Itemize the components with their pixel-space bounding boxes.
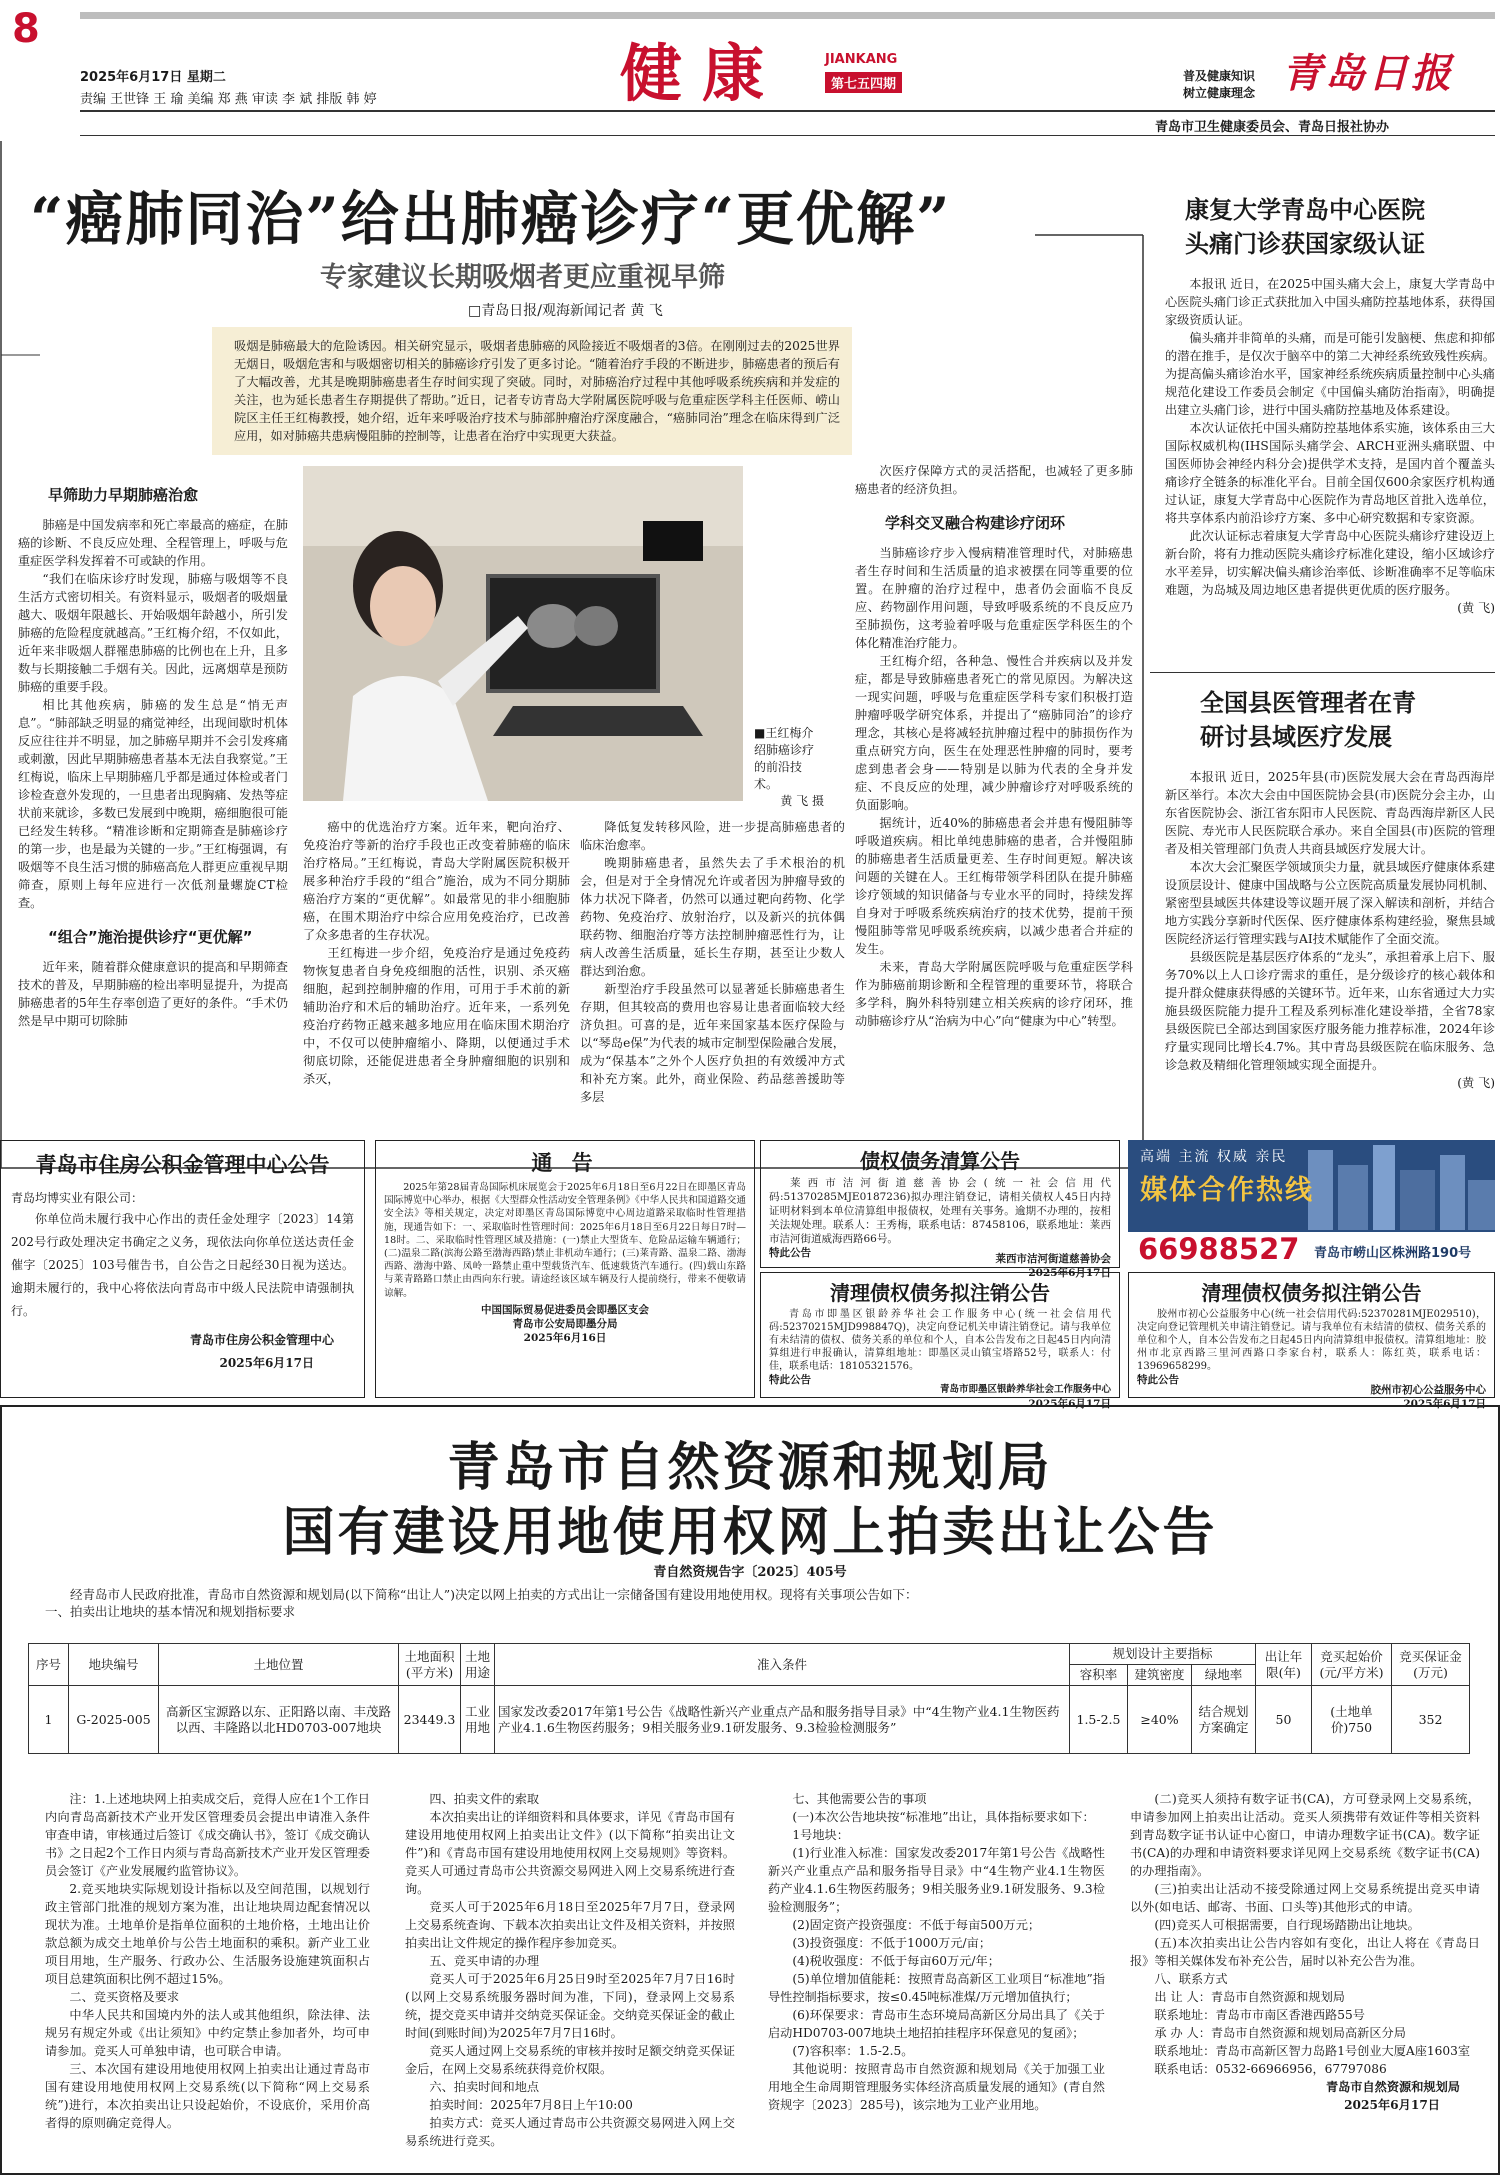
- table-row: 1 G-2025-005 高新区宝源路以东、正阳路以南、丰茂路以西、丰隆路以北HD0703-007地块 23449.3 工业用地 国家发改委2017年第1号公告《战略性新兴产业重点产品和服务指导目录》中“4生物产业4.1生物医药产业4.1.6生物医药服务；9相关服务业9.1研发服务、9.3检验检测服务” 1.5-2.5 ≥40% 结合规划方案确定 50 (土地单价)750 352: [29, 1686, 1470, 1754]
- slogan: 普及健康知识 树立健康理念: [1183, 69, 1256, 100]
- housing-fund-notice: 青岛市住房公积金管理中心公告 青岛均博实业有限公司： 你单位尚未履行我中心作出的责任金处理字〔2023〕14第202号行政处理决定书确定之义务，现依法向你单位送达责任金催字〔2025〕103号催告书，自公告之日起经30日视为送达。逾期未履行的，我中心将依法向青岛市中级人民法院申请强制执行。 青岛市住房公积金管理中心 2025年6月17日: [0, 1140, 365, 1398]
- main-column-2: 癌中的优选治疗方案。近年来，靶向治疗、免疫治疗等新的治疗手段也正改变着肺癌的临床治疗格局。”王红梅说，青岛大学附属医院积极开展多种治疗手段的“组合”施治，成为不同分期肺癌治疗方案的“更优解”。如最常见的非小细胞肺癌，在围术期治疗中综合应用免疫治疗，已改善了众多患者的生存状况。 王红梅进一步介绍，免疫治疗是通过免疫药物恢复患者自身免疫细胞的活性，识别、杀灭癌细胞，起到控制肿瘤的作用，可用于手术前的新辅助治疗和术后的辅助治疗。近年来，一系列免疫治疗药物正越来越多地应用在临床围术期治疗中，不仅可以使肿瘤缩小、降期，以便通过手术彻底切除，还能促进患者全身肿瘤细胞的识别和杀灭，: [303, 820, 570, 1086]
- photo-caption: ■王红梅介绍肺癌诊疗的前沿技术。 黄 飞 摄: [754, 726, 824, 808]
- traffic-notice: 通 告 2025年第28届青岛国际机床展览会于2025年6月18日至6月22日在即墨区青岛国际博览中心举办，根据《大型群众性活动安全管理条例》《中华人民共和国道路交通安全法》等相关规定，决定对即墨区青岛国际博览中心周边道路采取临时性管理措施，现通告如下：一、采取临时性管理时间：2025年6月18日至6月22日每日7时—18时。二、采取临时性管理区域及措施：(一)禁止大型货车、危险品运输车辆通行；(二)温泉二路(滨海公路至渤海西路)禁止非机动车通行；(三)莱青路、温泉二路、渤海西路、渤海中路、凤岭一路禁止重中型载货汽车、低速载货汽车通行。(四)载山东路与莱青路路口禁止由西向东行驶。请途经该区域车辆及行人提前绕行，带来不便敬请谅解。 中国国际贸易促进委员会即墨区支会 青岛市公安局即墨分局 2025年6月16日: [375, 1140, 755, 1398]
- cancellation-notice-jimo: 清理债权债务拟注销公告 青岛市即墨区银龄养华社会工作服务中心(统一社会信用代码:52370215MJD998847Q)，决定向登记机关申请注销登记。请与我单位有未结清的债权、债务关系的单位和个人，自本公告发布之日起45日内向清算组进行申报确认，清算组地址：即墨区灵山镇宝塔路52号，联系人：付佳，联系电话：18105321576。 特此公告 青岛市即墨区银龄养华社会工作服务中心 2025年6月17日: [760, 1272, 1120, 1398]
- county-hospital-story: 全国县医管理者在青 研讨县域医疗发展 本报讯 近日，2025年县(市)医院发展大会在青岛西海岸新区举行。本次大会由中国医院协会县(市)医院分会主办，山东省医院协会、浙江省东阳市人民医院、青岛西海岸新区人民医院、寿光市人民医院联合承办。来自全国县(市)医院的管理者及相关管理部门负责人共商县域医疗发展大计。 本次大会汇聚医学领域顶尖力量，就县域医疗健康体系建设顶层设计、健康中国战略与公立医院高质量发展协同机制、紧密型县域医共体建设等议题开展了深入解读和剖析，并结合地方实践分享新时代医保、医疗健康体系构建经验，聚焦县域医院经济运行管理实践与AI技术赋能作了全面交流。 县级医院是基层医疗体系的“龙头”，承担着承上启下、服务70%以上人口诊疗需求的重任，是分级诊疗的核心载体和提升群众健康获得感的关键环节。近年来，山东省通过大力实施县级医院能力提升工程及系列标准化建设举措，全省78家县级医院已全部达到国家医疗服务能力推荐标准，2024年诊疗量实现同比增长4.7%。其中青岛县级医院在临床服务、急诊急救及精细化管理领域实现全面提升。 (黄 飞): [1165, 688, 1495, 1090]
- staff-credits: 责编 王世锋 王 瑜 美编 郑 燕 审读 李 斌 排版 韩 婷: [80, 92, 377, 107]
- masthead-rule-2: [80, 135, 1495, 136]
- headache-clinic-headline: 康复大学青岛中心医院 头痛门诊获国家级认证: [1185, 195, 1425, 258]
- land-notice-column-1: 注：1.上述地块网上拍卖成交后，竞得人应在1个工作日内向青岛高新技术产业开发区管理委员会提出申请准入条件审查申请，审核通过后签订《成交确认书》，签订《成交确认书》之日起2个工作日内须与青岛高新技术产业开发区管理委员会签订《产业发展履约监管协议》。 2.竞买地块实际规划设计指标以及空间范围，以规划行政主管部门批准的规划方案为准，出让地块周边配套情况以现状为准。土地单价是指单位面积的土地价格，土地出让价款总额为成交土地单价与公告土地面积的乘积。新产业工业项目用地，生产服务、行政办公、生活服务设施建筑面积占项目总建筑面积比例不超过15%。 二、竞买资格及要求 中华人民共和国境内外的法人或其他组织，除法律、法规另有规定外或《出让须知》中约定禁止参加者外，均可申请参加。竞买人可单独申请，也可联合申请。 三、本次国有建设用地使用权网上拍卖出让通过青岛市国有建设用地使用权网上交易系统(以下简称“网上交易系统”)进行，本次拍卖出让只设起始价，不设底价，采用价高者得的原则确定竞得人。: [45, 1792, 370, 2130]
- page-number: 8: [12, 6, 40, 52]
- main-column-3: 降低复发转移风险，进一步提高肺癌患者的临床治愈率。 晚期肺癌患者，虽然失去了手术根治的机会，但是对于全身情况允许或者因为肿瘤导致的体力状况下降者，仍然可以通过靶向药物、化学药物、免疫治疗、放射治疗，以及新兴的抗体偶联药物、细胞治疗等方法控制肿瘤恶性行为，让病人改善生活质量，延长生存期，甚至让少数人群达到治愈。 新型治疗手段虽然可以显著延长肺癌患者生存期，但其较高的费用也容易让患者面临较大经济负担。可喜的是，近年来国家基本医疗保险与以“琴岛e保”为代表的城市定制型保险融合发展，成为“保基本”之外个人医疗负担的有效缓冲方式和补充方案。此外，商业保险、药品慈善援助等多层: [580, 820, 845, 1104]
- issue-date: 2025年6月17日 星期二: [80, 70, 226, 85]
- main-column-1: 早筛助力早期肺癌治愈 肺癌是中国发病率和死亡率最高的癌症，在肺癌的诊断、不良反应处理、全程管理上，呼吸与危重症医学科发挥着不可或缺的作用。 “我们在临床诊疗时发现，肺癌与吸烟等不良生活方式密切相关。有资料显示，吸烟者的吸烟量越大、吸烟年限越长、开始吸烟年龄越小，所引发肺癌的危险程度就越高。”王红梅介绍，不仅如此，近年来非吸烟人群罹患肺癌的比例也在上升，且多数与长期接触二手烟有关。因此，远离烟草是预防肺癌的重要手段。 相比其他疾病，肺癌的发生总是“悄无声息”。“肺部缺乏明显的痛觉神经，出现间歇时机体反应往往并不明显，加之肺癌早期并不会引发疼痛或刺激，因此早期肺癌患者基本无法自我察觉。”王红梅说，临床上早期肺癌几乎都是通过体检或者门诊检查意外发现的，一旦患者出现胸痛、发热等症状前来就诊，多数已发展到中晚期，癌细胞很可能已经发生转移。“精准诊断和定期筛查是肺癌诊疗的第一步，也是最为关键的一步。”王红梅强调，有吸烟等不良生活习惯的肺癌高危人群更应重视早期筛查，原则上每年应进行一次低剂量螺旋CT检查。 “组合”施治提供诊疗“更优解” 近年来，随着群众健康意识的提高和早期筛查技术的普及，早期肺癌的检出率明显提升，为提高肺癌患者的5年生存率创造了更好的条件。“手术仍然是早中期可切除肺: [18, 486, 288, 1028]
- crosshead-interdisciplinary: 学科交叉融合构建诊疗闭环: [885, 514, 1066, 532]
- land-notice-intro-2: 一、拍卖出让地块的基本情况和规划指标要求: [45, 1604, 296, 1619]
- land-notice-column-2: 四、拍卖文件的索取 本次拍卖出让的详细资料和具体要求，详见《青岛市国有建设用地使用权网上拍卖出让文件》(以下简称“拍卖出让文件”)和《青岛市国有建设用地使用权网上交易规则》等资料。竞买人可通过青岛市公共资源交易网进入网上交易系统进行查询。 竞买人可于2025年6月18日至2025年7月7日，登录网上交易系统查询、下载本次拍卖出让文件及相关资料，并按照拍卖出让文件规定的操作程序参加竞买。 五、竞买申请的办理 竞买人可于2025年6月25日9时至2025年7月7日16时(以网上交易系统服务器时间为准，下同)，登录网上交易系统，提交竞买申请并交纳竞买保证金。交纳竞买保证金的截止时间(到账时间)为2025年7月7日16时。 竞买人通过网上交易系统的审核并按时足额交纳竞买保证金后，在网上交易系统获得竞价权限。 六、拍卖时间和地点 拍卖时间：2025年7月8日上午10:00 拍卖方式：竞买人通过青岛市公共资源交易网进入网上交易系统进行竞买。: [405, 1792, 735, 2148]
- cancellation-notice-jiaozhou: 清理债权债务拟注销公告 胶州市初心公益服务中心(统一社会信用代码:52370281MJE029510)，决定向登记管理机关申请注销登记。请与我单位有未结清的债权、债务关系的单位和个人，自本公告发布之日起45日内向清算组申报债权。清算组地址：胶州市北京西路三里河西路口李家台村，联系人：陈红英，联系电话：13969658299。 特此公告 胶州市初心公益服务中心 2025年6月17日: [1128, 1272, 1495, 1398]
- media-cooperation-ad: [1128, 1140, 1495, 1268]
- main-subhead: 专家建议长期吸烟者更应重视早筛: [320, 262, 725, 293]
- section-pinyin: JIANKANG: [825, 52, 898, 67]
- crosshead-combination-therapy: “组合”施治提供诊疗“更优解”: [48, 928, 253, 946]
- crosshead-early-screening: 早筛助力早期肺癌治愈: [48, 486, 199, 504]
- right-divider: [1150, 672, 1495, 673]
- masthead-bar: [80, 12, 1495, 19]
- land-notice-title-2: 国有建设用地使用权网上拍卖出让公告: [282, 1502, 1218, 1563]
- land-parcel-table: 序号 地块编号 土地位置 土地面积(平方米) 土地用途 准入条件 规划设计主要指标 出让年限(年) 竞买起始价(元/平方米) 竞买保证金(万元) 容积率 建筑密度 绿地率 1 G-2025-005 高新区宝源路以东、正阳路以南、丰茂路以西、丰隆路以北HD0703-007地块 23449.3 工业用地 国家发改委2017年第1号公告《战略性新兴产业重点产品和服务指导目录》中“4生物产业4.1生物医药产业4.1.6生物医药服务；9相关服务业9.1研发服务、9.3检验检测服务” 1.5-2.5 ≥40% 结合规划方案确定 50 (土地单价)750 352: [28, 1643, 1470, 1754]
- land-notice-title-1: 青岛市自然资源和规划局: [447, 1437, 1053, 1498]
- land-notice-intro: 经青岛市人民政府批准，青岛市自然资源和规划局(以下简称“出让人”)决定以网上拍卖的方式出让一宗储备国有建设用地使用权。现将有关事项公告如下：: [70, 1587, 918, 1602]
- ad-phone: 66988527: [1138, 1232, 1300, 1266]
- masthead-rule: [80, 110, 1495, 112]
- newspaper-logo: 青岛日报: [1282, 50, 1454, 97]
- county-hospital-headline: 全国县医管理者在青 研讨县域医疗发展: [1200, 688, 1416, 751]
- section-title: 健康: [620, 37, 785, 110]
- main-byline: □青岛日报/观海新闻记者 黄 飞: [468, 303, 663, 319]
- debt-clearing-notice: 债权债务清算公告 莱西市洁河街道慈善协会(统一社会信用代码:51370285MJE0187236)拟办理注销登记，请相关债权人45日内持证明材料到本单位清算组申报债权，处理有关事务。逾期不办理的，按相关法规处理。联系人：王秀梅，联系电话：87458106，联系地址：莱西市洁河街道威海西路66号。 特此公告 莱西市洁河街道慈善协会 2025年6月17日: [760, 1140, 1120, 1268]
- ad-address: 青岛市崂山区株洲路190号: [1314, 1246, 1472, 1261]
- sponsor-line: 青岛市卫生健康委员会、青岛日报社协办: [1155, 120, 1390, 135]
- doctor-photo: [303, 466, 743, 801]
- land-notice-doc-no: 青自然资规告字〔2025〕405号: [653, 1565, 847, 1580]
- land-notice-column-4: (二)竞买人须持有数字证书(CA)，方可登录网上交易系统，申请参加网上拍卖出让活动。竞买人须携带有效证件等相关资料到青岛数字证书认证中心窗口，申请办理数字证书(CA)。数字证书(CA)的办理和申请资料要求详见网上交易系统《数字证书(CA)的办理指南》。 (三)拍卖出让活动不接受除通过网上交易系统提出竞买申请以外(如电话、邮寄、书面、口头等)其他形式的申请。 (四)竞买人可根据需要，自行现场踏勘出让地块。 (五)本次拍卖出让公告内容如有变化，出让人将在《青岛日报》等相关媒体发布补充公告，届时以补充公告为准。 八、联系方式 出 让 人：青岛市自然资源和规划局 联系地址：青岛市市南区香港西路55号 承 办 人：青岛市自然资源和规划局高新区分局 联系地址：青岛市高新区智力岛路1号创业大厦A座1603室 联系电话：0532-66966956，67797086 青岛市自然资源和规划局 2025年6月17日: [1130, 1792, 1480, 2112]
- main-headline: “癌肺同治”给出肺癌诊疗“更优解”: [30, 185, 952, 253]
- main-column-4: 次医疗保障方式的灵活搭配，也减轻了更多肺癌患者的经济负担。 学科交叉融合构建诊疗闭环 当肺癌诊疗步入慢病精准管理时代，对肺癌患者生存时间和生活质量的追求被摆在同等重要的位置。在肿瘤的治疗过程中，患者仍会面临不良反应、药物副作用问题，导致呼吸系统的不良反应乃至肺损伤，这考验着呼吸与危重症医学科医生的个体化精准治疗能力。 王红梅介绍，各种急、慢性合并疾病以及并发症，都是导致肺癌患者死亡的常见原因。为解决这一现实问题，呼吸与危重症医学科专家们积极打造肿瘤呼吸学研究体系，并提出了“癌肺同治”的诊疗理念，其核心是将减轻抗肿瘤过程中的肺损伤作为重点研究方向，医生在处理恶性肿瘤的同时，要考虑到患者会身——特别是以肺为代表的全身并发症、不良反应的处理，减少肿瘤诊疗对呼吸系统的负面影响。 据统计，近40%的肺癌患者会并患有慢阻肺等呼吸道疾病。相比单纯患肺癌的患者，合并慢阻肺的肺癌患者生活质量更差、生存时间更短。解决该问题的关键在人。王红梅带领学科团队在提升肺癌诊疗领域的知识储备与专业水平的同时，持续发挥自身对于呼吸系统疾病治疗的技术优势，提前干预慢阻肺等常见呼吸系统疾病，以减少患者合并症的发生。 未来，青岛大学附属医院呼吸与危重症医学科作为肺癌前期诊断和全程管理的重要环节，将联合多学科，胸外科特别建立相关疾病的诊疗闭环，推动肺癌诊疗从“治病为中心”向“健康为中心”转型。: [855, 464, 1133, 1028]
- headache-clinic-story: 康复大学青岛中心医院 头痛门诊获国家级认证 本报讯 近日，在2025中国头痛大会上，康复大学青岛中心医院头痛门诊正式获批加入中国头痛防控基地体系，获得国家级资质认证。 偏头痛并非简单的头痛，而是可能引发脑梗、焦虑和抑郁的潜在推手，是仅次于脑卒中的第二大神经系统致残性疾病。为提高偏头痛诊治水平，国家神经系统疾病质量控制中心头痛规范化建设工作委员会制定《中国偏头痛防治指南》，明确提出建立头痛门诊，进行中国头痛防控基地及体系建设。 本次认证依托中国头痛防控基地体系实施，该体系由三大国际权威机构(IHS国际头痛学会、ARCH亚洲头痛联盟、中国医师协会神经内科分会)提供学术支持，是国内首个覆盖头痛诊疗全链条的标准化平台。目前全国仅600余家医疗机构通过认证，康复大学青岛中心医院作为青岛地区首批入选单位，将共享体系内前沿诊疗方案、多中心研究数据和专家资源。 此次认证标志着康复大学青岛中心医院头痛诊疗建设迈上新台阶，将有力推动医院头痛诊疗标准化建设，缩小区域诊疗水平差异，切实解决偏头痛诊治率低、诊断准确率不足等临床难题，为岛城及周边地区患者提供更优质的医疗服务。 (黄 飞): [1165, 195, 1495, 615]
- ad-title: 媒体合作热线: [1140, 1175, 1314, 1206]
- lead-paragraph: 吸烟是肺癌最大的危险诱因。相关研究显示，吸烟者患肺癌的风险接近不吸烟者的3倍。在刚刚过去的2025世界无烟日，吸烟危害和与吸烟密切相关的肺癌诊疗引发了更多讨论。“随着治疗手段的不断进步，肺癌患者的预后有了大幅改善，尤其是晚期肺癌患者生存时间实现了突破。同时，对肺癌治疗过程中其他呼吸系统疾病和并发症的关注，也为延长患者生存期提供了帮助。”近日，记者专访青岛大学附属医院呼吸与危重症医学科主任医师、崂山院区主任王红梅教授，她介绍，近年来呼吸治疗技术与肺部肿瘤治疗深度融合，“癌肺同治”理念在临床得到广泛应用，如对肺癌共患病慢阻肺的控制等，让患者在治疗中实现更大获益。: [212, 327, 852, 455]
- ad-tagline: 高端 主流 权威 亲民: [1140, 1149, 1288, 1165]
- land-notice-column-3: 七、其他需要公告的事项 (一)本次公告地块按“标准地”出让，具体指标要求如下： 1号地块： (1)行业准入标准：国家发改委2017年第1号公告《战略性新兴产业重点产品和服务指导目录》中“4生物产业4.1生物医药产业4.1.6生物医药服务；9相关服务业9.1研发服务、9.3检验检测服务”； (2)固定资产投资强度：不低于每亩500万元； (3)投资强度：不低于1000万元/亩； (4)税收强度：不低于每亩60万元/年； (5)单位增加值能耗：按照青岛高新区工业项目“标准地”指导性控制指标要求，按≤0.45吨标准煤/万元增加值执行； (6)环保要求：青岛市生态环境局高新区分局出具了《关于启动HD0703-007地块土地招拍挂程序环保意见的复函》； (7)容积率：1.5-2.5。 其他说明：按照青岛市自然资源和规划局《关于加强工业用地全生命周期管理服务实体经济高质量发展的通知》(青自然资规字〔2023〕285号)，该宗地为工业产业用地。: [768, 1792, 1105, 2112]
- section-issue: 第七五四期: [825, 72, 902, 93]
